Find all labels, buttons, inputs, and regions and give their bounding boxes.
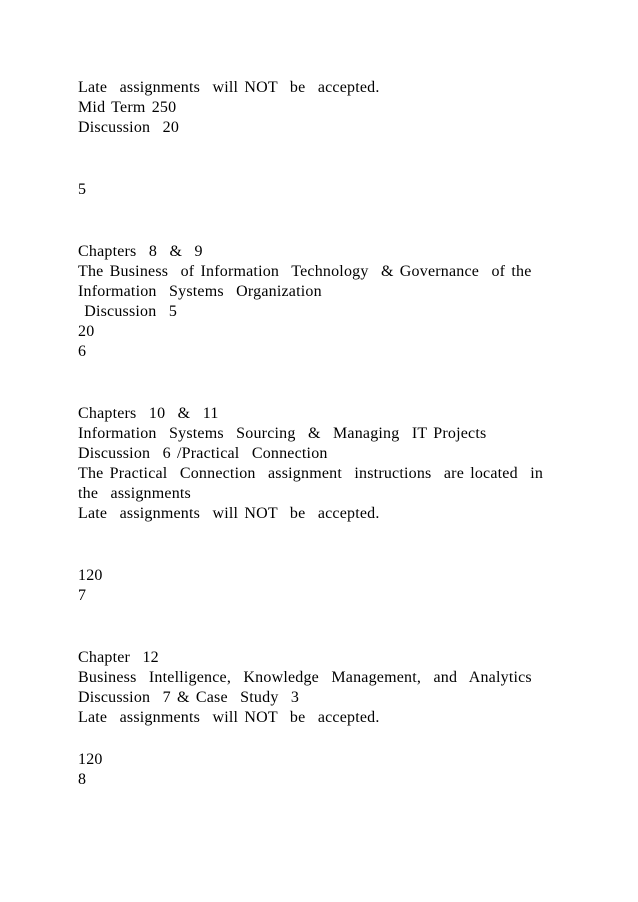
text-line-chapters-10-11: Chapters 10 & 11 xyxy=(78,405,219,422)
week-number-8: 8 xyxy=(78,771,87,788)
text-line-the-assignments: the assignments xyxy=(78,485,191,502)
text-line-late-notice-2: Late assignments will NOT be accepted. xyxy=(78,505,380,522)
text-line-discussion-6: Discussion 6 /Practical Connection xyxy=(78,445,328,462)
text-line-discussion-20: Discussion 20 xyxy=(78,119,180,136)
text-line-business-of-it: The Business of Information Technology & Governance of the xyxy=(78,263,532,280)
text-line-business-intelligence: Business Intelligence, Knowledge Management, and Analytics xyxy=(78,669,532,686)
text-line-chapters-8-9: Chapters 8 & 9 xyxy=(78,243,203,260)
text-line-late-notice-3: Late assignments will NOT be accepted. xyxy=(78,709,380,726)
week-number-7: 7 xyxy=(78,587,87,604)
week-number-6: 6 xyxy=(78,343,87,360)
text-line-late-notice-1: Late assignments will NOT be accepted. xyxy=(78,79,380,96)
text-line-is-organization: Information Systems Organization xyxy=(78,283,322,300)
text-line-is-sourcing: Information Systems Sourcing & Managing IT Projects xyxy=(78,425,487,442)
text-line-discussion-7: Discussion 7 & Case Study 3 xyxy=(78,689,300,706)
points-120-a: 120 xyxy=(78,567,103,584)
points-20: 20 xyxy=(78,323,95,340)
week-number-5: 5 xyxy=(78,181,87,198)
text-line-practical-connection: The Practical Connection assignment instructions are located in xyxy=(78,465,544,482)
points-120-b: 120 xyxy=(78,751,103,768)
text-line-mid-term: Mid Term 250 xyxy=(78,99,177,116)
text-line-chapter-12: Chapter 12 xyxy=(78,649,159,666)
text-line-discussion-5: Discussion 5 xyxy=(78,303,178,320)
